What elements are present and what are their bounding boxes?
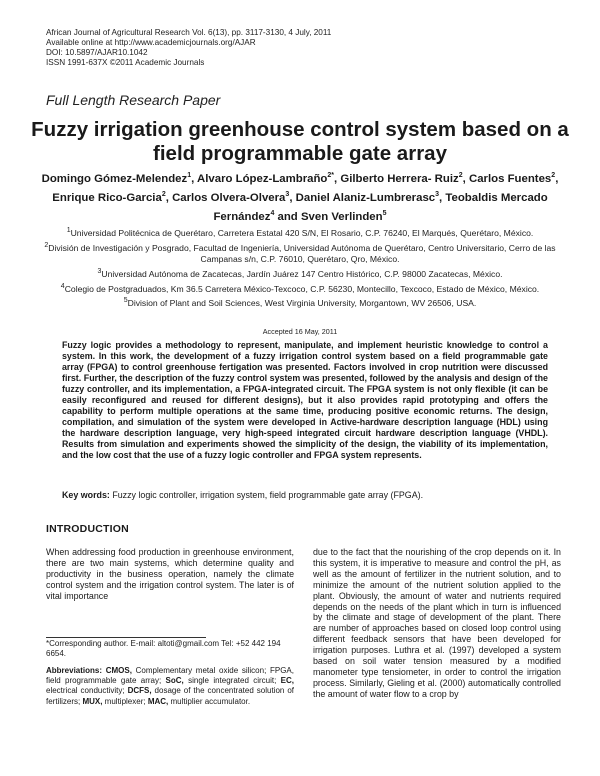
- affiliation-list: [44, 225, 556, 310]
- author-name: Carlos Fuentes: [468, 172, 552, 185]
- keywords-label: Key words:: [62, 490, 110, 500]
- abbreviation: CMOS,: [105, 666, 132, 675]
- author-sup: 2: [458, 172, 463, 179]
- affiliation: $^2$División de Investigación y Posgrado, Facultad de Ingeniería, Universidad Autónoma de Querétaro, Centro Universitario, Cerro de las Campanas s/n, C.P. 76010, Querétaro, Qro, México.: [44, 241, 556, 264]
- author-name: Carlos Olvera-Olvera: [172, 191, 286, 204]
- footnote-divider: [46, 637, 206, 638]
- intro-left-column: When addressing food production in greenhouse environment, there are two main systems, which determine quality and productivity in the business operation, namely the climate control system and the irrigation control system. The later is of vital importance: [46, 547, 294, 601]
- intro-right-column: due to the fact that the nourishing of the crop depends on it. In this system, it is imperative to measure and control the pH, as well as the amount of fertilizer in the nutrient solution, and to minimize the amount of the nutrient solution applied to the plant. Obviously, the amount of water and nutrients required depends on the needs of the plant which in turn is influenced by the climate and stage of development of the plant. There are number of approaches based on closed loop control using different feedback sensors that have been developed for irrigation purposes. Luthra et al. (1997) developed a system based on soil water tension measured by a modified manometer type tensiometer, in order to control the irrigation process. Similarly, Gieling et al. (2000) automatically controlled the amount of water flow to a crop by: [313, 547, 561, 699]
- section-heading-introduction: INTRODUCTION: [46, 523, 129, 535]
- abbreviations: Abbreviations: CMOS, Complementary metal oxide silicon; FPGA, field programmable gate array; SoC, single integrated circuit; EC, electrical conductivity; DCFS, dosage of the concentrated solution of fertilizers; MUX, multiplexer; MAC, multiplier accumulator.: [46, 666, 295, 706]
- author-name: Gilberto Herrera- Ruiz: [340, 172, 459, 185]
- author-name: Sven Verlinden: [300, 210, 383, 223]
- affiliation: $^3$Universidad Autónoma de Zacatecas, Jardín Juárez 147 Centro Histórico, C.P. 98000 Zacatecas, México.: [97, 267, 503, 279]
- journal-citation: African Journal of Agricultural Research Vol. 6(13), pp. 3117-3130, 4 July, 2011: [46, 28, 332, 37]
- author-sup: 3: [435, 190, 440, 198]
- author-list: Domingo Gómez-Melendez$^1$, Alvaro López-Lambraño$^{2*}$, Gilberto Herrera- Ruiz$^2$, Carlos Fuentes$^2$, Enrique Rico-Garcia$^2$, Carlos Olvera-Olvera$^3$, Daniel Alaniz-Lumbrerasc$^3$, Teobaldis Mercado Fernández$^4$ and Sven Verlinden$^5$: [41, 172, 559, 223]
- journal-doi: DOI: 10.5897/AJAR10.1042: [46, 48, 148, 57]
- author-sup: 1: [187, 172, 192, 179]
- paper-title: Fuzzy irrigation greenhouse control system based on a field programmable gate array: [31, 118, 569, 165]
- paper-type: Full Length Research Paper: [46, 92, 221, 108]
- keywords-text: Fuzzy logic controller, irrigation system, field programmable gate array (FPGA).: [112, 490, 424, 500]
- author-sup: 2: [551, 172, 556, 179]
- author-sup: 2*: [327, 172, 335, 179]
- affiliation: $^5$Division of Plant and Soil Sciences, West Virginia University, Morgantown, WV 26506, USA.: [123, 297, 477, 309]
- abbreviation: DCFS,: [127, 686, 152, 696]
- author-sup: 5: [382, 209, 387, 217]
- author-name: Enrique Rico-Garcia: [52, 191, 162, 204]
- abbreviation: MAC,: [147, 696, 169, 706]
- author-sup: 3: [285, 190, 290, 198]
- abstract: Fuzzy logic provides a methodology to represent, manipulate, and implement heuristic knowledge to control a system. In this work, the development of a fuzzy irrigation control system based on a field programmable gate array (FPGA) to control greenhouse fertigation was presented. Factors involved in crop nutrition were discussed first. Further, the description of the fuzzy control system was presented, followed by the analysis and design of the fuzzy controller, and its implementation, a FPGA-integrated circuit. The FPGA system is not only flexible (it can be easily reconfigured and reused for different designs), but it also provides rapid prototyping and offers the capability to perform multiple operations at the same time, producing positive economic returns. The design, compilation, and simulation of the system were developed in Active-hardware description language (HDL) using the hardware description language, very high-speed integrated circuit hardware description language (VHDL). Results from simulation and experiments showed the simplicity of the design, the viability of its implementation, and the low cost that the use of a fuzzy logic controller and FPGA system represents.: [62, 340, 548, 461]
- journal-header: [46, 28, 331, 68]
- author-name: Daniel Alaniz-Lumbrerasc: [295, 191, 436, 204]
- author-name: Domingo Gómez-Melendez: [41, 172, 188, 185]
- keywords: [62, 490, 548, 501]
- abbreviation: SoC,: [165, 676, 184, 686]
- journal-url: Available online at http://www.academicjournals.org/AJAR: [46, 38, 256, 47]
- author-name: Teobaldis Mercado Fernández: [213, 191, 548, 223]
- author-sup: 4: [270, 209, 275, 217]
- journal-issn: ISSN 1991-637X ©2011 Academic Journals: [46, 58, 205, 67]
- affiliation: $^4$Colegio de Postgraduados, Km 36.5 Carretera México-Texcoco, C.P. 56230, Montecillo, Texcoco, Estado de México, México.: [60, 282, 540, 294]
- author-name: Alvaro López-Lambraño: [197, 172, 328, 185]
- corresponding-author-footnote: *Corresponding author. E-mail: altoti@gmail.com Tel: +52 442 194 6654.: [46, 639, 281, 658]
- author-sup: 2: [161, 190, 166, 198]
- abbreviations-label: Abbreviations:: [46, 666, 103, 675]
- accepted-date: Accepted 16 May, 2011: [262, 327, 338, 336]
- abbreviation: EC,: [280, 676, 294, 686]
- abbreviation: MUX,: [82, 696, 103, 706]
- affiliation: $^1$Universidad Politécnica de Querétaro, Carretera Estatal 420 S/N, El Rosario, C.P. 76240, El Marqués, Querétaro, México.: [66, 227, 534, 238]
